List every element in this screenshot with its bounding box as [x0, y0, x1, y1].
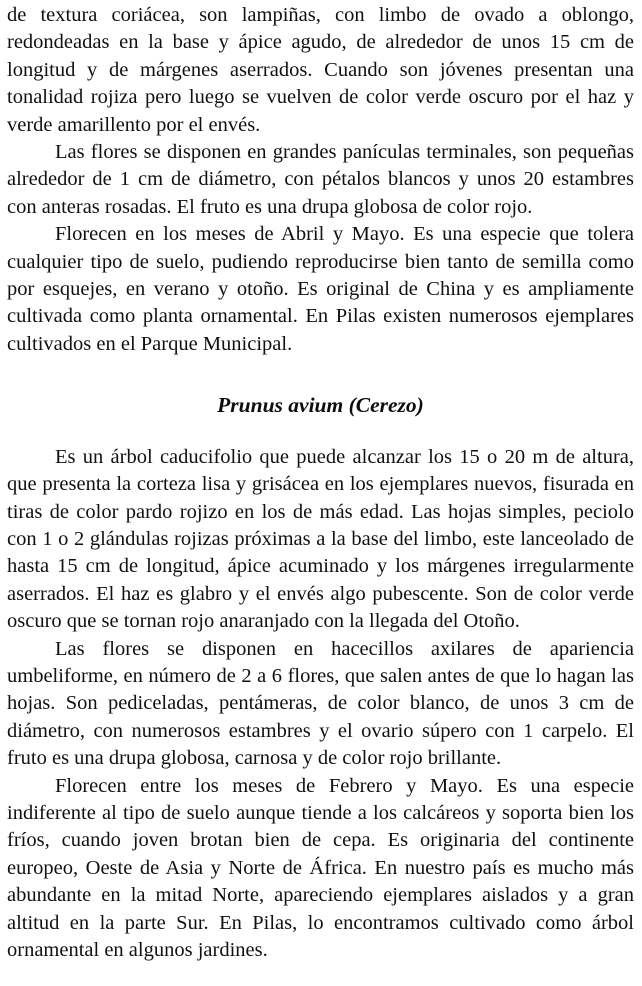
paragraph-continuation-leaves: de textura coriácea, son lampiñas, con limbo de ovado a oblongo, redondeadas en la base y ápice agudo, de alrededor de unos 15 cm de longitud y de márgenes aserrados. Cuando son jóvenes presentan una tonalidad rojiza pero luego se vuelven de color verde oscuro por el haz y verde amarillento por el envés. — [7, 4, 634, 136]
paragraph-flowering-season-prunus: Florecen entre los meses de Febrero y Mayo. Es una especie indiferente al tipo de suelo aunque tiende a los calcáreos y soporta bien los fríos, cuando joven brotan bien de cepa. Es originaria del continente europeo, Oeste de Asia y Norte de África. En nuestro país es mucho más abundante en la mitad Norte, apareciendo ejemplares aislados y a gran altitud en la parte Sur. En Pilas, lo encontramos cultivado como árbol ornamental en algunos jardines. — [7, 774, 634, 961]
paragraph-flowers-first-species: Las flores se disponen en grandes panículas terminales, son pequeñas alrededor de 1 cm de diámetro, con pétalos blancos y unos 20 estambres con anteras rosadas. El fruto es una drupa globosa de color rojo. — [7, 141, 634, 218]
paragraph-flowers-prunus: Las flores se disponen en hacecillos axilares de apariencia umbeliforme, en número de 2 a 6 flores, que salen antes de que lo hagan las hojas. Son pediceladas, pentámeras, de color blanco, de unos 3 cm de diámetro, con numerosos estambres y el ovario súpero con 1 carpelo. El fruto es una drupa globosa, carnosa y de color rojo brillante. — [7, 637, 634, 770]
paragraph-flowering-season-first-species: Florecen en los meses de Abril y Mayo. Es una especie que tolera cualquier tipo de suelo, pudiendo reproducirse bien tanto de semilla como por esquejes, en verano y otoño. Es original de China y es ampliamente cultivada como planta ornamental. En Pilas existen numerosos ejemplares cultivados en el Parque Municipal. — [7, 223, 634, 355]
paragraph-description-prunus: Es un árbol caducifolio que puede alcanzar los 15 o 20 m de altura, que presenta la corteza lisa y grisácea en los ejemplares nuevos, fisurada en tiras de color pardo rojizo en los de más edad. Las hojas simples, peciolo con 1 o 2 glándulas rojizas próximas a la base del limbo, este lanceolado de hasta 15 cm de longitud, ápice acuminado y los márgenes irregularmente aserrados. El haz es glabro y el envés algo pubescente. Son de color verde oscuro que se tornan rojo anaranjado con la llegada del Otoño. — [7, 445, 634, 633]
section-heading-prunus-avium: Prunus avium (Cerezo) — [217, 393, 424, 418]
